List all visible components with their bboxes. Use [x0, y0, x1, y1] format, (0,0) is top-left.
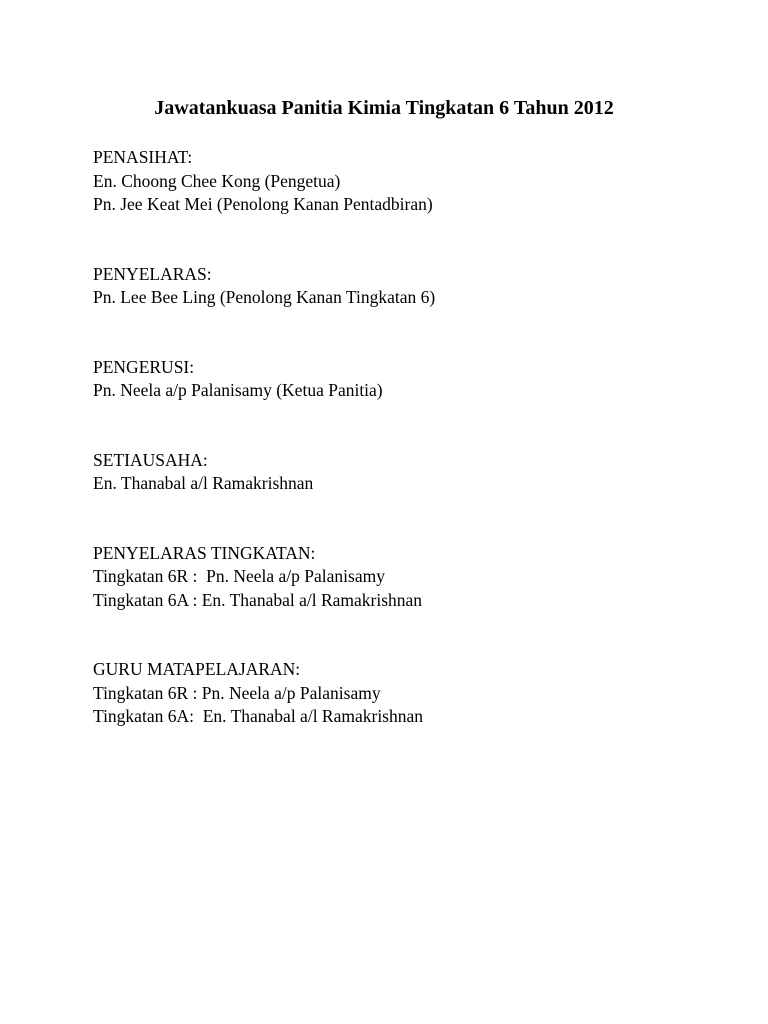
section-guru-matapelajaran — [93, 658, 733, 729]
section-setiausaha — [93, 449, 733, 496]
section-pengerusi — [93, 356, 733, 403]
section-heading: PENASIHAT: — [93, 147, 193, 167]
section-heading: PENYELARAS: — [93, 263, 212, 284]
document-body — [93, 146, 733, 775]
section-line: En. Thanabal a/l Ramakrishnan — [93, 473, 314, 493]
section-line: Tingkatan 6A: En. Thanabal a/l Ramakrishnan — [93, 706, 424, 726]
section-line: Tingkatan 6A : En. Thanabal a/l Ramakrishnan — [93, 589, 423, 610]
section-penyelaras-tingkatan — [93, 542, 733, 613]
section-line: Pn. Lee Bee Ling (Penolong Kanan Tingkatan 6) — [93, 287, 436, 307]
section-heading: GURU MATAPELAJARAN: — [93, 659, 301, 679]
section-line: Pn. Jee Keat Mei (Penolong Kanan Pentadbiran) — [93, 194, 433, 214]
section-penyelaras — [93, 263, 733, 310]
document-title: Jawatankuasa Panitia Kimia Tingkatan 6 Tahun 2012 — [154, 97, 614, 119]
section-penasihat — [93, 146, 733, 217]
section-line: Pn. Neela a/p Palanisamy (Ketua Panitia) — [93, 380, 383, 400]
section-heading: PENGERUSI: — [93, 356, 195, 377]
section-heading: PENYELARAS TINGKATAN: — [93, 542, 316, 563]
section-line: En. Choong Chee Kong (Pengetua) — [93, 170, 341, 191]
section-heading: SETIAUSAHA: — [93, 449, 208, 470]
section-line: Tingkatan 6R : Pn. Neela a/p Palanisamy — [93, 682, 381, 703]
section-line: Tingkatan 6R : Pn. Neela a/p Palanisamy — [93, 566, 385, 586]
